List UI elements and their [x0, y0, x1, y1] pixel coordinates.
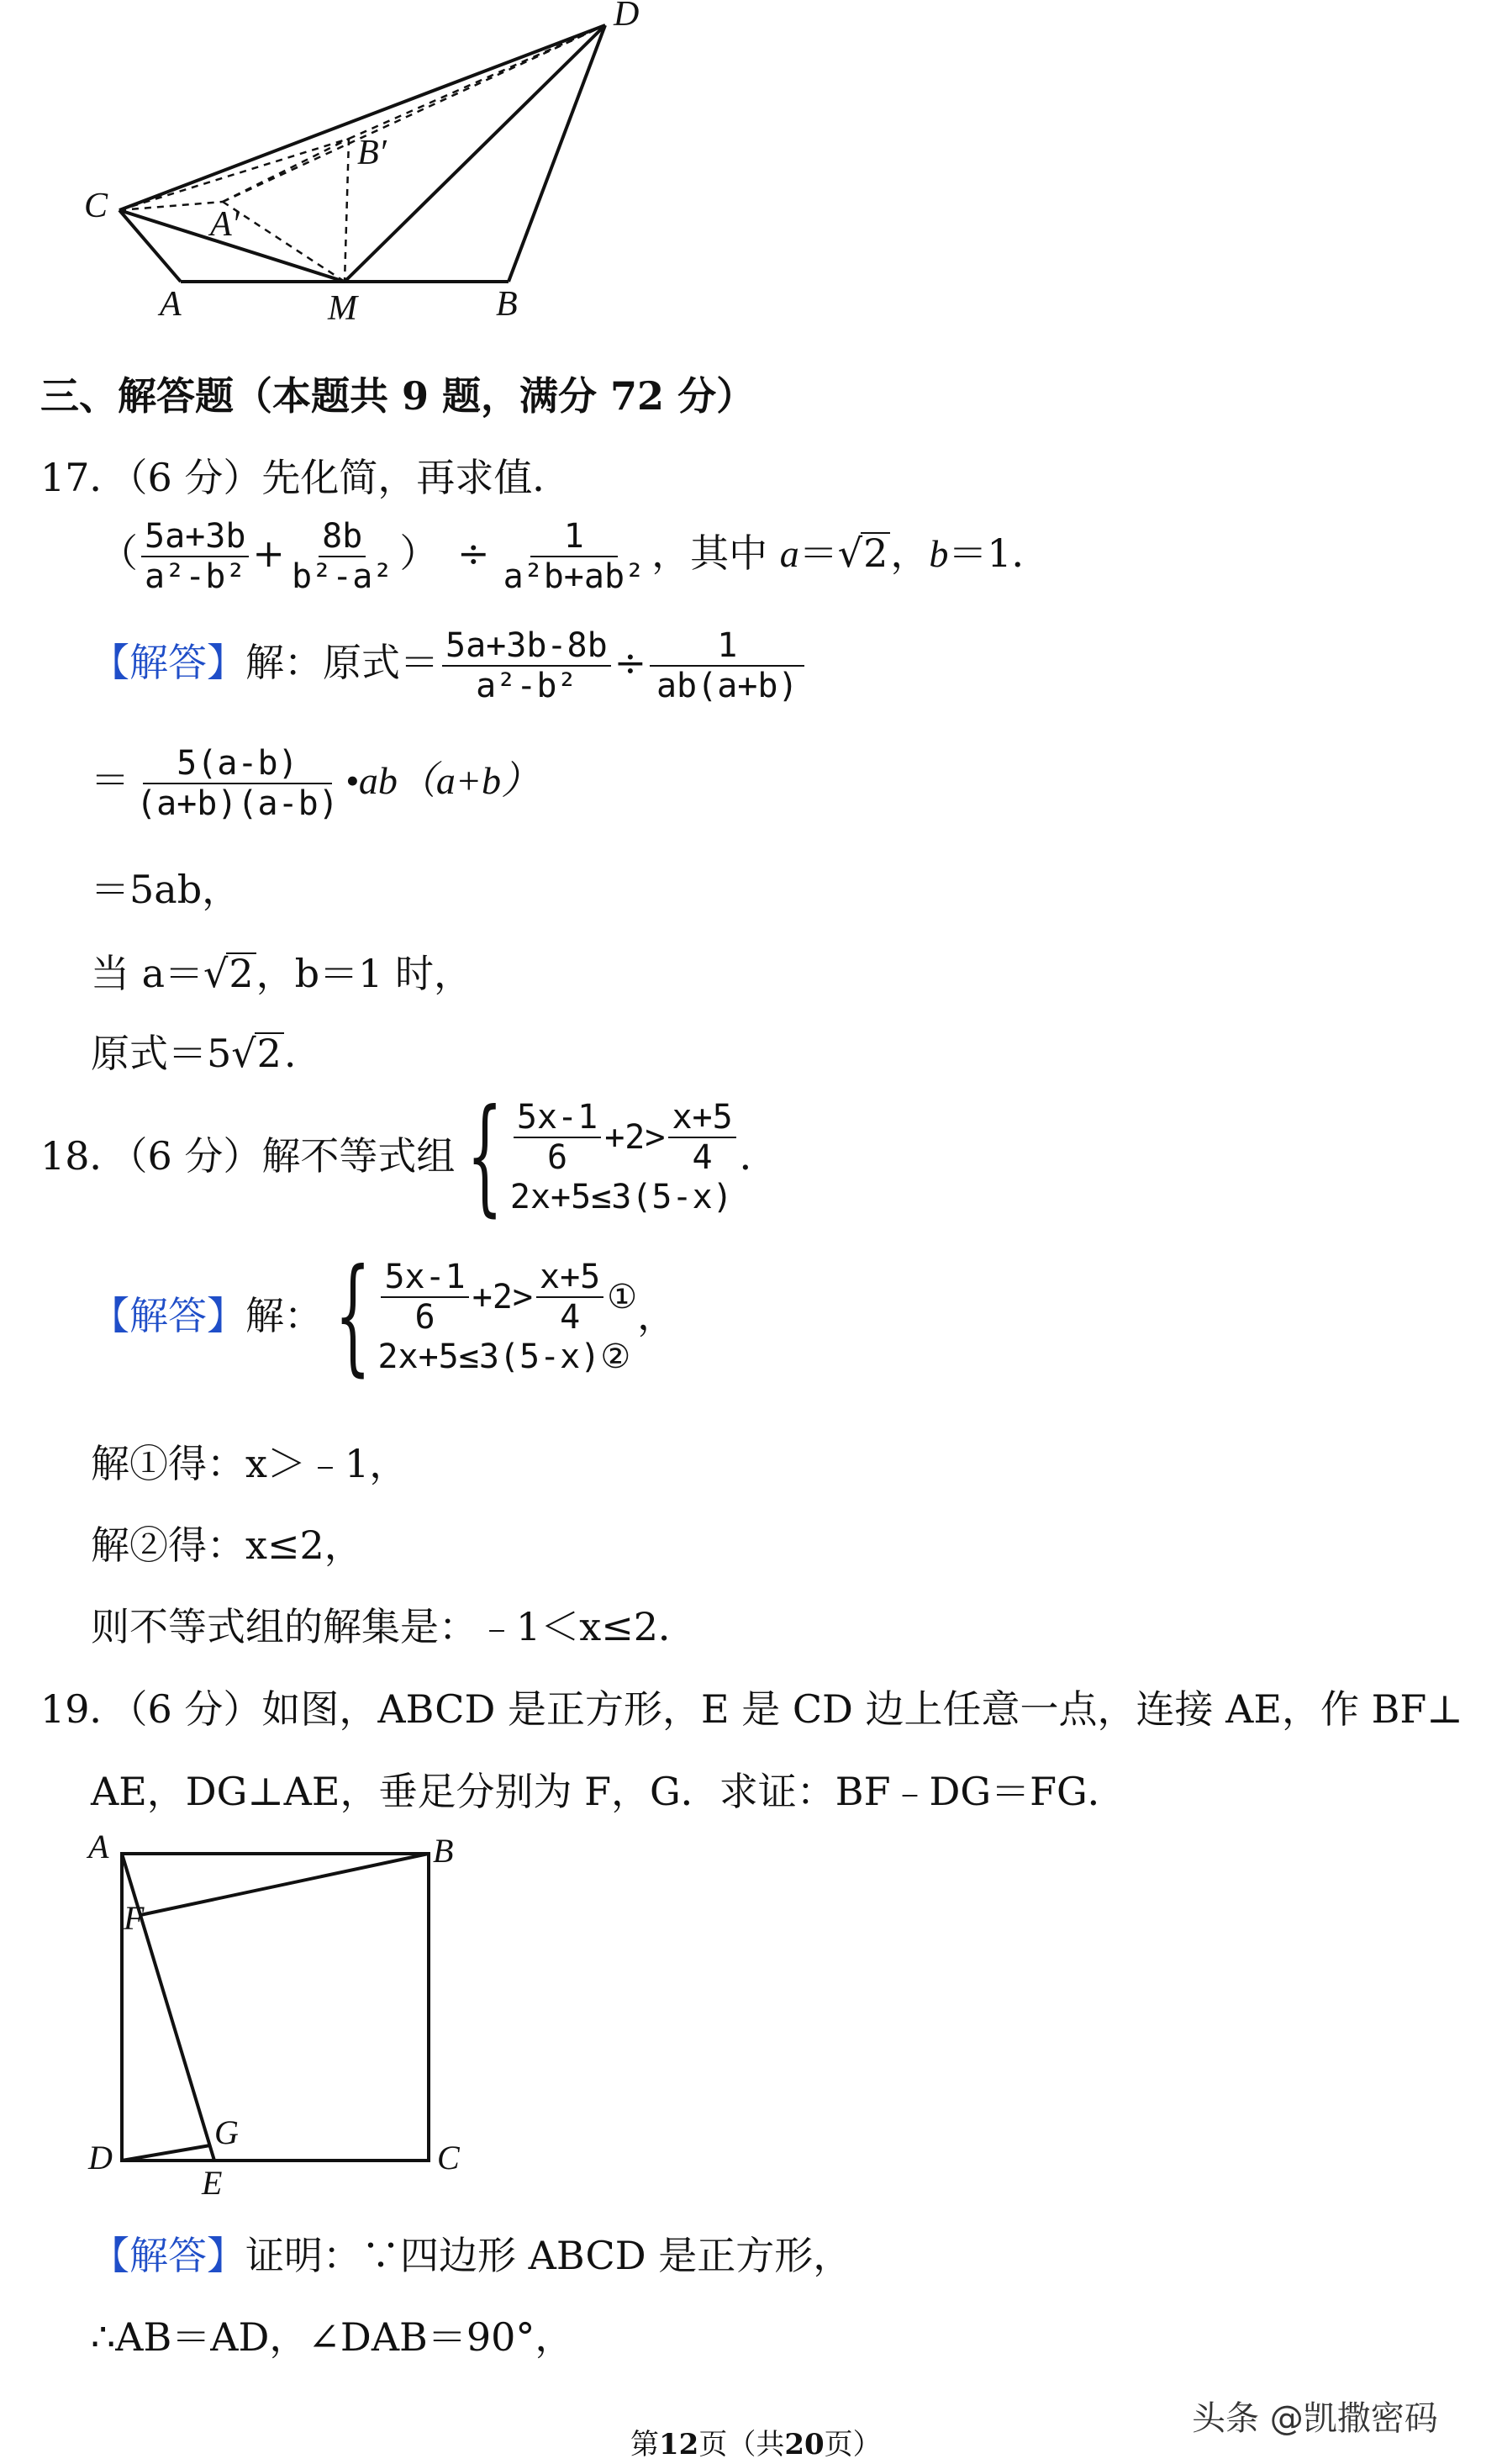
ineq1-den: 6: [546, 1138, 568, 1177]
q18-header: [40, 1083, 778, 1229]
ineq1-mid: +2>: [604, 1118, 666, 1157]
dash-Bp-M: [345, 139, 349, 282]
q18-answer-system: [323, 1243, 638, 1389]
q18-step1: [91, 1441, 408, 1486]
answer-tag: 【解答】: [91, 1293, 245, 1338]
edge-C-D: [119, 25, 605, 210]
a-ineq1-den2: 4: [560, 1298, 581, 1337]
dash-C-Bp: [119, 139, 349, 210]
line4-post: ，b＝1 时，: [256, 951, 472, 996]
step2-pre: 解: [91, 1522, 129, 1568]
q18-answer-pre: 解：: [245, 1293, 323, 1338]
q19-line2: AE，DG⊥AE，垂足分别为 F，G．求证：BF﹣DG＝FG．: [91, 1769, 1126, 1814]
q17-answer-line1: [91, 626, 808, 705]
line1-frac: [442, 626, 611, 705]
q17-frac2: [288, 517, 396, 596]
footer-mid: 页（共: [698, 2428, 785, 2461]
step1-post: 得：x＞﹣1，: [168, 1441, 408, 1486]
q18-answer-post: ，: [637, 1293, 677, 1338]
q19-proof2: ∴AB＝AD，∠DAB＝90°，: [91, 2314, 574, 2360]
sq-label-D: D: [88, 2139, 113, 2176]
brace-icon: {: [466, 1083, 503, 1229]
step1-pre: 解: [91, 1441, 129, 1486]
q18-step2: [91, 1522, 363, 1568]
label-M: M: [328, 289, 357, 328]
segment-D-G: [122, 2145, 210, 2161]
segment-B-F: [140, 1854, 429, 1915]
ineq1-den2: 4: [692, 1138, 713, 1177]
line1-den2: ab(a+b): [656, 667, 798, 705]
q18-header-pre: 18．（6 分）解不等式组: [40, 1133, 456, 1179]
eq2: ＝1．: [948, 530, 1051, 576]
a-ineq1-mid: +2>: [472, 1278, 534, 1316]
figure-triangle-fold: [76, 0, 681, 328]
frac1-num: 5a+3b: [141, 517, 249, 557]
line4-pre: 当 a＝: [91, 951, 204, 996]
q17-frac3: [500, 517, 649, 596]
footer-post: 页）: [824, 2428, 882, 2461]
figure-square: [80, 1833, 483, 2203]
cond-pre: ，其中: [651, 530, 780, 576]
ineq2: 2x+5≤3(5-x): [509, 1178, 733, 1216]
q17-header: 17．（6 分）先化简，再求值．: [40, 455, 572, 500]
answer-tag: 【解答】: [91, 2233, 245, 2278]
ineq1-num2: x+5: [668, 1098, 735, 1138]
plus-sign: +: [252, 530, 285, 576]
page-footer: [630, 2421, 882, 2462]
label-C: C: [84, 187, 108, 225]
q17-frac1: [141, 517, 249, 596]
watermark: 头条 @凯撒密码: [1192, 2399, 1438, 2438]
sq-label-A: A: [88, 1833, 109, 1865]
sep: ，: [890, 530, 930, 576]
line5-sqrt: 2: [255, 1032, 284, 1073]
line5-pre: 原式＝5: [91, 1031, 232, 1076]
line2-num: 5(a-b): [143, 744, 332, 784]
sq-label-G: G: [214, 2113, 239, 2151]
frac2-den: b²-a²: [291, 557, 393, 596]
q19-proof1: [91, 2233, 852, 2278]
line1-div: ÷: [614, 640, 647, 685]
paren-open: （: [99, 530, 138, 576]
q18-system: [455, 1083, 739, 1229]
frac3-den: a²b+ab²: [503, 557, 646, 596]
proof1-text: 证明：∵四边形 ABCD 是正方形，: [245, 2233, 852, 2278]
line1-frac2: [650, 626, 804, 705]
line1-den: a²-b²: [476, 667, 577, 705]
sq-label-B: B: [433, 1833, 454, 1870]
line2-post: •ab（a+b）: [345, 759, 540, 802]
line4-sqrt: 2: [226, 952, 256, 993]
var-a: a: [779, 532, 799, 575]
label-A-prime: A′: [210, 205, 240, 244]
circle-1: ①: [607, 1278, 638, 1316]
dash-Ap-M: [223, 202, 345, 282]
div-sign: ÷: [457, 530, 490, 576]
section-title: 三、解答题（本题共 9 题，满分 72 分）: [40, 373, 756, 419]
circle-2: ②: [600, 1338, 631, 1376]
a-ineq1-num2: x+5: [536, 1258, 603, 1298]
sqrt-2: 2: [861, 532, 890, 572]
a-ineq1-num: 5x-1: [381, 1258, 468, 1298]
q18-answer: [91, 1243, 677, 1389]
label-B: B: [496, 285, 518, 324]
q17-answer-line4: 当 a＝√2，b＝1 时，: [91, 951, 472, 996]
line2-frac: [133, 744, 342, 823]
q17-answer-line2: [91, 744, 540, 823]
frac1-den: a²-b²: [145, 557, 246, 596]
page-number: 12: [659, 2428, 699, 2461]
frac3-num: 1: [530, 517, 618, 557]
line5-post: .: [283, 1031, 297, 1076]
label-D: D: [614, 0, 640, 34]
line1-num: 5a+3b-8b: [442, 626, 611, 667]
label-A: A: [160, 285, 182, 324]
line1-num2: 1: [650, 626, 804, 667]
line2-den: (a+b)(a-b): [136, 784, 339, 823]
paren-close: ）: [399, 530, 439, 576]
q17-answer-line3: ＝5ab，: [91, 867, 241, 912]
q18-step3: 则不等式组的解集是：﹣1＜x≤2．: [91, 1604, 698, 1649]
var-b: b: [929, 532, 949, 575]
step2-circle: ②: [129, 1522, 168, 1568]
a-ineq1-den: 6: [414, 1298, 435, 1337]
sq-label-F: F: [124, 1899, 145, 1937]
total-pages: 20: [784, 2428, 825, 2461]
sq-label-E: E: [202, 2164, 223, 2202]
line1-pre: 解：原式＝: [245, 640, 439, 685]
footer-pre: 第: [630, 2428, 659, 2461]
a-ineq2: 2x+5≤3(5-x): [377, 1338, 601, 1376]
step2-post: 得：x≤2，: [168, 1522, 363, 1568]
q17-answer-line5: 原式＝5√2.: [91, 1031, 297, 1076]
label-B-prime: B′: [357, 134, 387, 172]
line2-eq: ＝: [91, 757, 129, 803]
q18-header-post: ．: [739, 1133, 778, 1179]
eq1: ＝: [798, 530, 838, 576]
step1-circle: ①: [129, 1441, 168, 1486]
answer-tag: 【解答】: [91, 640, 245, 685]
sq-label-C: C: [437, 2139, 460, 2176]
q19-line1: 19．（6 分）如图，ABCD 是正方形，E 是 CD 边上任意一点，连接 AE，作 BF⊥: [40, 1686, 1463, 1732]
ineq1-num: 5x-1: [514, 1098, 601, 1138]
brace-icon: {: [335, 1243, 372, 1389]
frac2-num: 8b: [319, 517, 366, 557]
q17-expression: （ $\frac{5a+3b}{\text{a²-b²}}$ + $\frac{8b}{\text{b²-a²}}$ ） ÷ $\frac{1}{\text{a²b+ab²}}$ ，其中 a＝√2，b＝1．: [99, 517, 1051, 596]
